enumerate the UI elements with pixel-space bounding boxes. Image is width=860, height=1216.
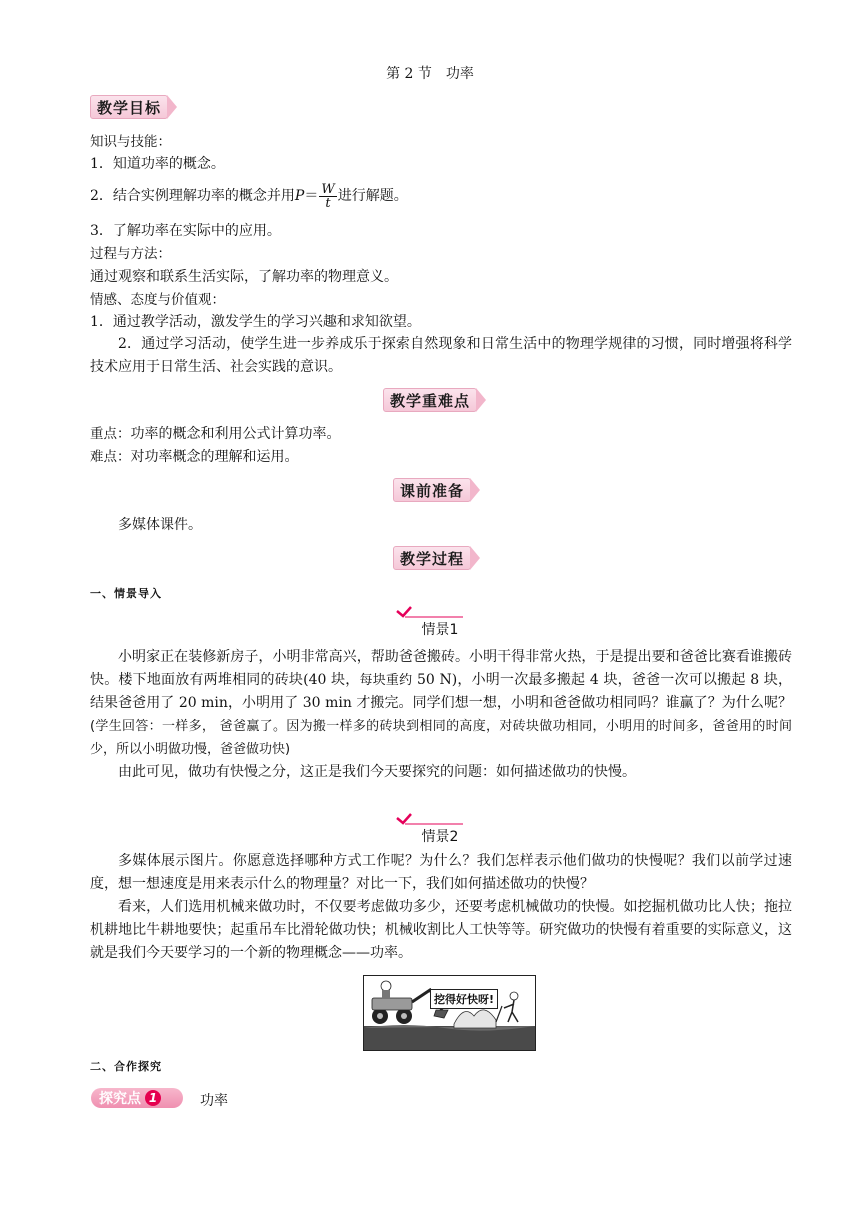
scene-2-label: 情景2 xyxy=(421,829,459,845)
scene-1-label: 情景1 xyxy=(421,622,459,638)
illustration-caption: 挖得好快呀! xyxy=(430,989,498,1009)
key-points-header xyxy=(383,388,486,412)
goal-k2-text-before: 2．结合实例理解功率的概念并用 xyxy=(90,188,295,204)
prep-text: 多媒体课件。 xyxy=(118,517,202,533)
attitude-a1: 1．通过教学活动，激发学生的学习兴趣和求知欲望。 xyxy=(90,314,421,330)
inquiry-point-number: 1 xyxy=(145,1090,161,1106)
scene-1-answer: (学生回答：一样多， 爸爸赢了。因为搬一样多的砖块到相同的高度，对砖块做功相同，小明用的时间多，爸爸用的时间少，所以小明做功慢，爸爸做功快) xyxy=(90,719,792,757)
preparation-header-label: 课前准备 xyxy=(393,478,471,502)
inquiry-point-badge-label: 探究点 xyxy=(99,1091,141,1107)
header-arrow-icon xyxy=(476,388,486,412)
formula-numerator: W xyxy=(321,181,335,197)
key-difficult-label: 难点： xyxy=(90,449,131,465)
section-2-title: 二、合作探究 xyxy=(90,1060,162,1073)
header-arrow-icon xyxy=(167,95,177,119)
scene-1-conclusion: 由此可见，做功有快慢之分，这正是我们今天要探究的问题：如何描述做功的快慢。 xyxy=(118,764,636,780)
excavator-drawing xyxy=(364,976,535,1050)
knowledge-heading: 知识与技能： xyxy=(90,134,171,150)
section-1-title: 一、情景导入 xyxy=(90,587,162,600)
scene-1-text-a: 小明家正在装修新房子，小明非常高兴，帮助爸爸搬砖。小明干得非常火热，于是提出要和爸爸比赛看谁搬砖快。楼下地面放有两堆相同的砖块(40 块， xyxy=(90,649,792,688)
formula-fraction xyxy=(319,183,336,210)
process-p1: 通过观察和联系生活实际，了解功率的物理意义。 xyxy=(90,269,398,285)
goals-header-label: 教学目标 xyxy=(90,95,168,119)
scene-1-heading xyxy=(0,605,860,639)
attitude-heading: 情感、态度与价值观： xyxy=(90,292,225,308)
excavator-illustration xyxy=(363,975,536,1051)
scene-checkmark-icon xyxy=(395,812,465,826)
header-arrow-icon xyxy=(470,478,480,502)
scene-checkmark-icon xyxy=(395,605,465,619)
scene-1-text-c: 50 N)，小明一次最多搬起 4 块，爸爸一次可以搬起 8 块，结果爸爸用了 20 min，小明用了 30 min 才搬完。同学们想一想，小明和爸爸做功相同吗？谁赢了？为什么呢？ xyxy=(90,672,792,711)
scene-2-heading xyxy=(0,812,860,846)
goal-k2 xyxy=(90,181,408,211)
preparation-header xyxy=(393,478,480,502)
scene-2-paragraph-2: 看来，人们选用机械来做功时，不仅要考虑做功多少，还要考虑机械做功的快慢。如挖掘机做功比人快；拖拉机耕地比牛耕地要快；起重吊车比滑轮做功快；机械收割比人工快等等。研究做功的快慢有着重要的实际意义，这就是我们今天要学习的一个新的物理概念——功率。 xyxy=(90,899,792,961)
goal-k1: 1．知道功率的概念。 xyxy=(90,156,225,172)
formula-denominator: t xyxy=(325,195,331,211)
formula-equals: ＝ xyxy=(304,188,319,204)
scene-2-paragraph-1: 多媒体展示图片。你愿意选择哪种方式工作呢？为什么？我们怎样表示他们做功的快慢呢？我们以前学过速度，想一想速度是用来表示什么的物理量？对比一下，我们如何描述做功的快慢？ xyxy=(90,853,792,892)
key-important-text: 功率的概念和利用公式计算功率。 xyxy=(130,426,341,442)
inquiry-topic: 功率 xyxy=(200,1093,228,1109)
goal-k3: 3．了解功率在实际中的应用。 xyxy=(90,223,281,239)
key-important-label: 重点： xyxy=(90,426,131,442)
page-title: 第 2 节 功率 xyxy=(386,66,474,82)
process-header xyxy=(393,546,480,570)
inquiry-point-badge xyxy=(91,1088,183,1108)
goals-header xyxy=(90,95,177,119)
process-heading: 过程与方法： xyxy=(90,246,171,262)
process-header-label: 教学过程 xyxy=(393,546,471,570)
scene-1-paragraph xyxy=(90,646,792,761)
key-difficult xyxy=(90,448,299,466)
formula-p: P xyxy=(294,188,305,204)
goal-k2-text-after: 进行解题。 xyxy=(337,188,408,204)
key-points-header-label: 教学重难点 xyxy=(383,388,477,412)
scene-1-text-b: 每块重约 xyxy=(359,673,413,688)
attitude-a2: 2．通过学习活动，使学生进一步养成乐于探索自然现象和日常生活中的物理学规律的习惯，同时增强将科学技术应用于日常生活、社会实践的意识。 xyxy=(90,336,792,375)
header-arrow-icon xyxy=(470,546,480,570)
key-important xyxy=(90,425,341,443)
key-difficult-text: 对功率概念的理解和运用。 xyxy=(130,449,299,465)
